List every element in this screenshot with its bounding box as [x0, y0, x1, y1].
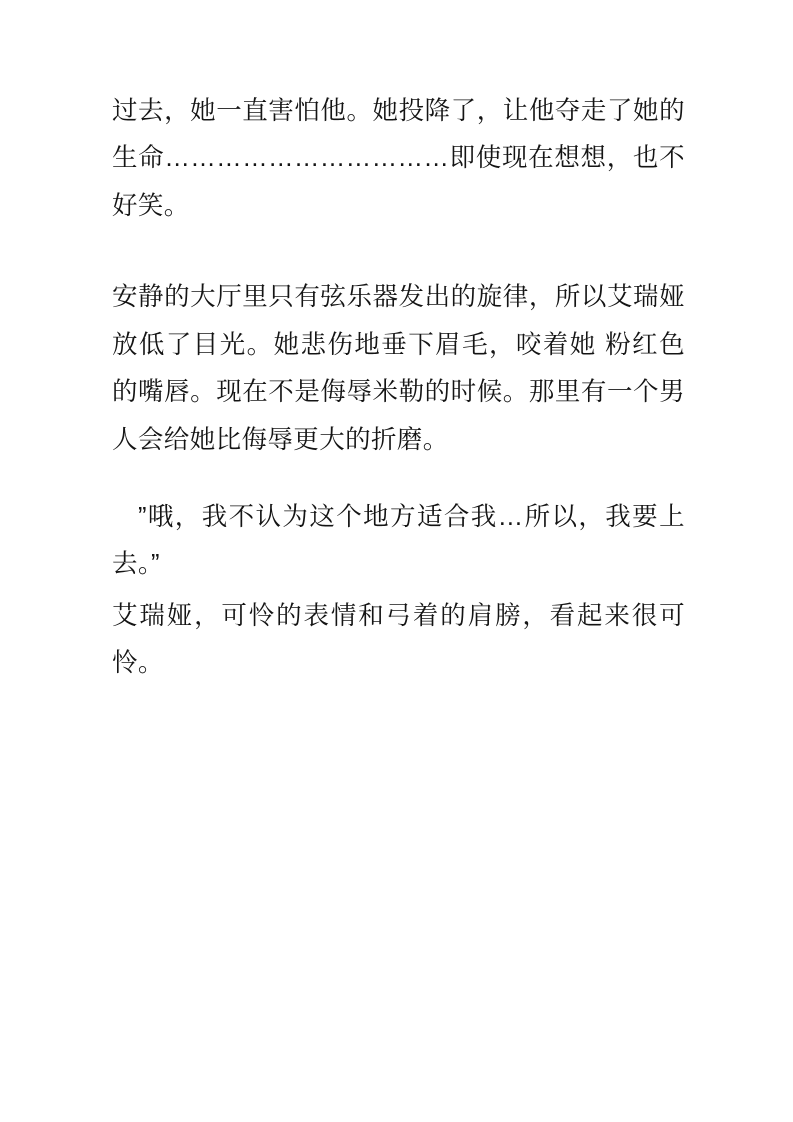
paragraph-4: 艾瑞娅，可怜的表情和弓着的肩膀，看起来很可怜。	[112, 601, 685, 678]
paragraph-spacer	[112, 260, 685, 274]
paragraph-2: 安静的大厅里只有弦乐器发出的旋律，所以艾瑞娅放低了目光。她悲伤地垂下眉毛，咬着她 粉红色的嘴唇。现在不是侮辱米勒的时候。那里有一个男人会给她比侮辱更大的折磨。	[112, 283, 685, 454]
paragraph-3-dialogue: ”哦，我不认为这个地方适合我…所以，我要上去。”	[112, 502, 685, 579]
paragraph-1: 过去，她一直害怕他。她投降了，让他夺走了她的生命……………………………即使现在想想，也不好笑。	[112, 97, 685, 220]
